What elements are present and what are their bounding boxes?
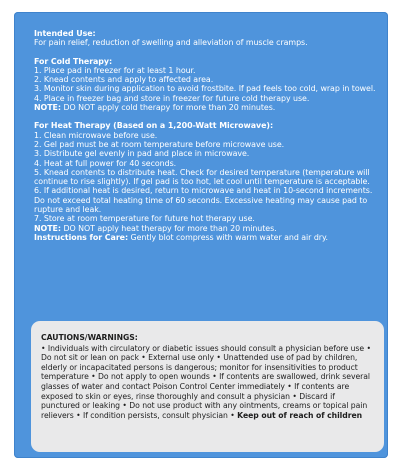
cold-therapy-steps bbox=[34, 66, 376, 103]
cold-therapy-title: For Cold Therapy: bbox=[34, 56, 113, 66]
warnings-body: • Individuals with circulatory or diabetic issues should consult a physician before use • Do not sit or lean on pack • External use only • Unattended use of pad by children, elderly or incapacitated persons is dangerous; monitor for insensitivities to product temperature • Do not apply to open wounds • If contents are swallowed, drink several glasses of water and contact Poison Control Center immediately • If contents are exposed to skin or eyes, rinse thoroughly and consult a physician • Discard if punctured or leaking • Do not use product with any ointments, creams or topical pain relievers • If condition persists, consult physician • bbox=[41, 343, 371, 420]
heat-therapy-steps bbox=[34, 131, 376, 224]
heat-step: 3. Distribute gel evenly in pad and place in microwave. bbox=[34, 149, 250, 159]
heat-step: 6. If additional heat is desired, return to microwave and heat in 10-second increments. Do not exceed total heating time of 60 seconds. Excessive heating may cause pad to rupture and leak. bbox=[34, 186, 373, 215]
heat-note-label: NOTE: bbox=[34, 223, 61, 233]
cold-note-text: DO NOT apply cold therapy for more than 20 minutes. bbox=[63, 103, 276, 113]
care-instructions bbox=[34, 233, 376, 242]
care-title: Instructions for Care: bbox=[34, 232, 129, 242]
heat-note-text: DO NOT apply heat therapy for more than 20 minutes. bbox=[63, 223, 277, 233]
intended-use-title: Intended Use: bbox=[34, 29, 96, 38]
warnings-title: CAUTIONS/WARNINGS: bbox=[41, 333, 138, 342]
heat-step: 4. Heat at full power for 40 seconds. bbox=[34, 158, 177, 168]
cold-step: 4. Place in freezer bag and store in freezer for future cold therapy use. bbox=[34, 93, 310, 103]
cold-step: 2. Knead contents and apply to affected area. bbox=[34, 75, 214, 85]
heat-therapy-note bbox=[34, 224, 376, 233]
heat-step: 1. Clean microwave before use. bbox=[34, 130, 158, 140]
care-text: Gently blot compress with warm water and air dry. bbox=[130, 232, 328, 242]
intended-use-text: For pain relief, reduction of swelling and alleviation of muscle cramps. bbox=[34, 38, 308, 48]
warnings-text bbox=[41, 344, 374, 421]
heat-step: 2. Gel pad must be at room temperature before microwave use. bbox=[34, 139, 285, 149]
keep-out-of-reach: Keep out of reach of children bbox=[237, 410, 363, 420]
cold-note-label: NOTE: bbox=[34, 103, 61, 113]
product-package-back bbox=[14, 12, 388, 458]
heat-therapy-title: For Heat Therapy (Based on a 1,200-Watt Microwave): bbox=[34, 121, 274, 131]
cold-step: 3. Monitor skin during application to avoid frostbite. If pad feels too cold, wrap in towel. bbox=[34, 84, 376, 94]
instructions-panel bbox=[34, 29, 376, 242]
warnings-box bbox=[31, 321, 384, 452]
cold-step: 1. Place pad in freezer for at least 1 hour. bbox=[34, 65, 196, 75]
cold-therapy-note bbox=[34, 103, 376, 112]
heat-step: 5. Knead contents to distribute heat. Check for desired temperature (temperature will continue to rise slightly). If gel pad is too hot, let cool until temperature is acceptable. bbox=[34, 167, 370, 187]
heat-step: 7. Store at room temperature for future hot therapy use. bbox=[34, 214, 255, 224]
